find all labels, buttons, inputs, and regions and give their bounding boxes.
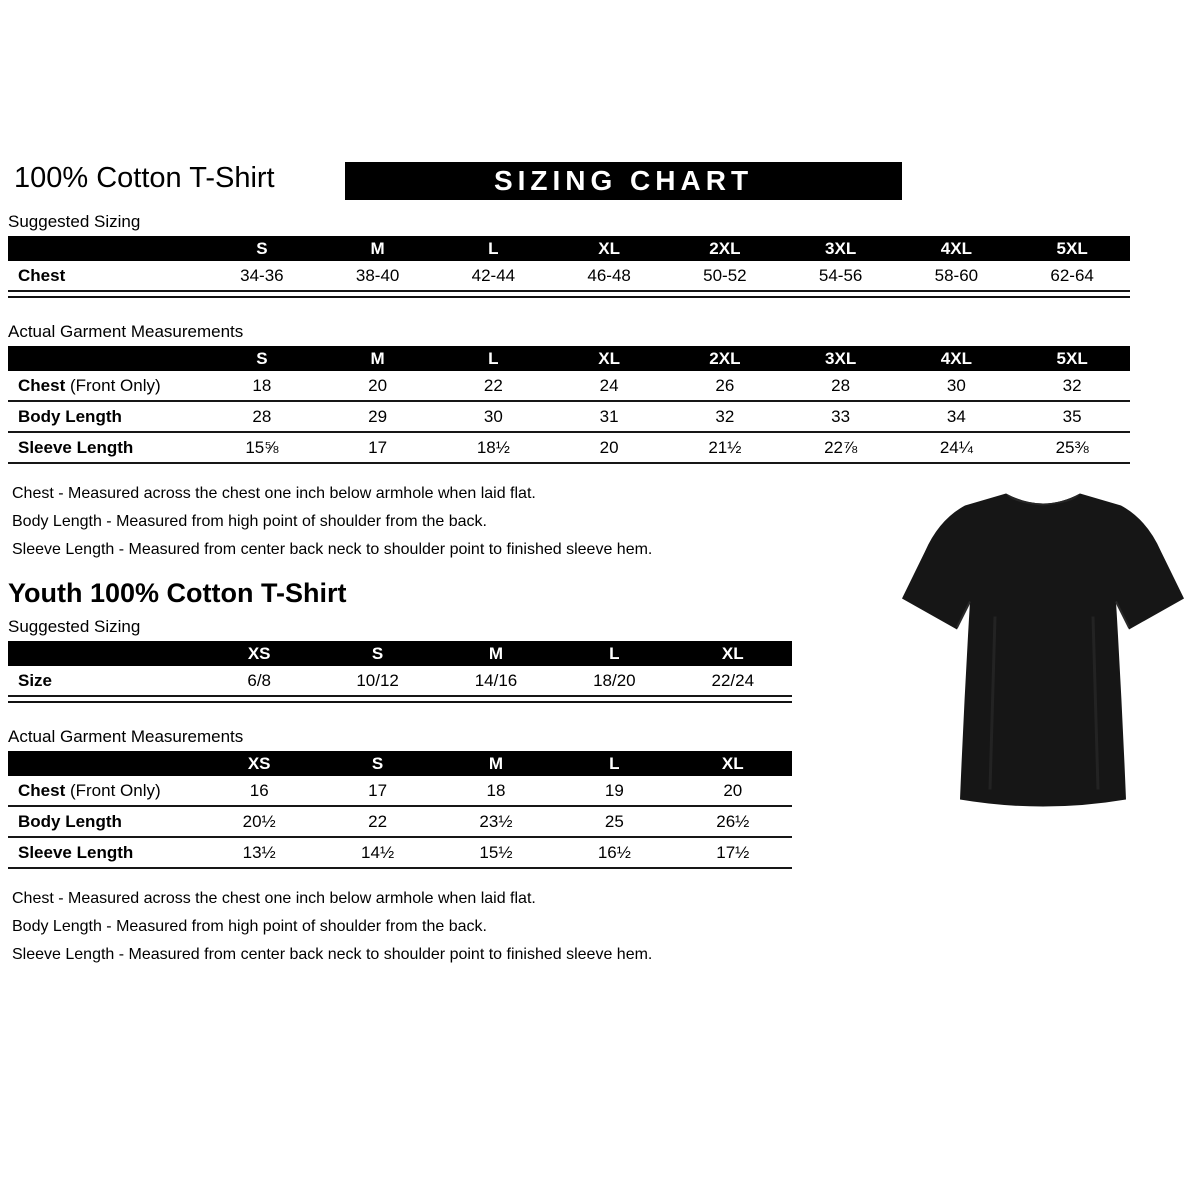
measurement-note: Sleeve Length - Measured from center back neck to shoulder point to finished sleeve hem. — [12, 541, 653, 558]
size-column-header: L — [555, 641, 673, 666]
page-title: 100% Cotton T-Shirt — [14, 162, 275, 194]
size-column-header: 3XL — [783, 236, 899, 261]
measurement-row — [8, 806, 792, 837]
row-label: Size — [18, 670, 53, 690]
adult-suggested-sizing-label: Suggested Sizing — [8, 212, 141, 231]
adult-garment-measurements-table — [8, 346, 1130, 464]
measurement-value: 58-60 — [934, 265, 979, 285]
measurement-value: 28 — [831, 375, 851, 395]
size-column-header: M — [437, 641, 555, 666]
measurement-value: 22 — [483, 375, 503, 395]
measurement-value: 50-52 — [703, 265, 747, 285]
measurement-value: 31 — [599, 406, 619, 426]
measurement-note: Body Length - Measured from high point of shoulder from the back. — [12, 918, 487, 935]
header-row — [12, 160, 1200, 204]
measurement-value: 20 — [368, 375, 388, 395]
row-label: Sleeve Length — [18, 437, 134, 457]
measurement-row — [8, 432, 1130, 463]
row-label: Sleeve Length — [18, 842, 134, 862]
measurement-value: 17 — [368, 780, 388, 800]
size-column-header: 4XL — [899, 346, 1015, 371]
measurement-value: 22/24 — [711, 670, 755, 690]
measurement-value: 25⅜ — [1055, 437, 1089, 457]
measurement-value: 21½ — [708, 437, 742, 457]
size-column-header: M — [320, 346, 436, 371]
measurement-value: 13½ — [242, 842, 276, 862]
measurement-value: 22⅞ — [824, 437, 858, 457]
measurement-value: 34 — [946, 406, 966, 426]
table-header-row — [8, 346, 1130, 371]
size-column-header: 4XL — [899, 236, 1015, 261]
size-column-header: 5XL — [1014, 346, 1130, 371]
size-column-header: XS — [200, 641, 318, 666]
measurement-value: 54-56 — [818, 265, 863, 285]
size-column-header: S — [318, 751, 436, 776]
measurement-value: 26½ — [716, 811, 750, 831]
row-label: Body Length — [18, 406, 122, 426]
measurement-value: 24¼ — [939, 437, 973, 457]
measurement-value: 22 — [368, 811, 388, 831]
youth-garment-measurements-label: Actual Garment Measurements — [8, 727, 244, 746]
table-header-row — [8, 641, 792, 666]
size-column-header: L — [436, 236, 552, 261]
measurement-value: 24 — [599, 375, 619, 395]
measurement-row — [8, 261, 1130, 291]
measurement-row — [8, 401, 1130, 432]
measurement-value: 25 — [604, 811, 624, 831]
measurement-value: 17½ — [716, 842, 750, 862]
youth-section-title: Youth 100% Cotton T-Shirt — [8, 578, 347, 608]
size-column-header: M — [320, 236, 436, 261]
size-column-header: M — [437, 751, 555, 776]
row-label: Chest — [18, 265, 66, 285]
row-label: Chest (Front Only) — [18, 780, 161, 800]
measurement-value: 18 — [252, 375, 272, 395]
header-spacer — [8, 641, 200, 666]
size-column-header: 5XL — [1014, 236, 1130, 261]
table-header-row — [8, 236, 1130, 261]
size-column-header: XL — [674, 751, 792, 776]
sizing-chart-banner: SIZING CHART — [345, 162, 902, 200]
measurement-value: 20 — [599, 437, 619, 457]
header-spacer — [8, 751, 200, 776]
measurement-value: 30 — [483, 406, 503, 426]
size-column-header: XS — [200, 751, 318, 776]
size-table — [8, 236, 1130, 292]
measurement-value: 17 — [368, 437, 388, 457]
size-table — [8, 346, 1130, 464]
measurement-note: Chest - Measured across the chest one inch below armhole when laid flat. — [12, 485, 536, 502]
measurement-value: 18½ — [476, 437, 510, 457]
measurement-value: 15½ — [479, 842, 513, 862]
measurement-value: 35 — [1062, 406, 1082, 426]
measurement-value: 30 — [946, 375, 966, 395]
measurement-note: Chest - Measured across the chest one inch below armhole when laid flat. — [12, 890, 536, 907]
measurement-value: 20 — [723, 780, 743, 800]
size-column-header: L — [555, 751, 673, 776]
measurement-value: 18/20 — [593, 670, 636, 690]
size-column-header: 2XL — [667, 236, 783, 261]
tshirt-body-shape — [902, 494, 1184, 807]
measurement-value: 32 — [1062, 375, 1082, 395]
measurement-note: Body Length - Measured from high point of shoulder from the back. — [12, 513, 487, 530]
adult-suggested-sizing-table — [8, 236, 1130, 298]
measurement-row — [8, 776, 792, 806]
measurement-value: 62-64 — [1050, 265, 1094, 285]
measurement-value: 16½ — [597, 842, 631, 862]
size-column-header: XL — [551, 346, 667, 371]
measurement-value: 34-36 — [240, 265, 284, 285]
measurement-note: Sleeve Length - Measured from center back neck to shoulder point to finished sleeve hem. — [12, 946, 653, 963]
measurement-value: 42-44 — [471, 265, 516, 285]
measurement-value: 14/16 — [474, 670, 518, 690]
size-column-header: XL — [674, 641, 792, 666]
youth-suggested-sizing-label: Suggested Sizing — [8, 617, 141, 636]
size-column-header: XL — [551, 236, 667, 261]
size-table — [8, 641, 792, 697]
header-spacer — [8, 236, 204, 261]
measurement-row — [8, 837, 792, 868]
row-label: Body Length — [18, 811, 122, 831]
size-column-header: S — [204, 236, 320, 261]
size-column-header: L — [436, 346, 552, 371]
measurement-value: 23½ — [479, 811, 513, 831]
measurement-value: 29 — [368, 406, 388, 426]
measurement-value: 15⅝ — [245, 437, 279, 457]
measurement-value: 14½ — [361, 842, 395, 862]
table-header-row — [8, 751, 792, 776]
measurement-value: 46-48 — [587, 265, 631, 285]
measurement-row — [8, 666, 792, 696]
measurement-value: 16 — [249, 780, 269, 800]
row-label: Chest (Front Only) — [18, 375, 161, 395]
measurement-row — [8, 371, 1130, 401]
youth-measurement-notes — [12, 885, 1200, 969]
measurement-value: 20½ — [242, 811, 276, 831]
youth-garment-measurements-table — [8, 751, 792, 869]
header-spacer — [8, 346, 204, 371]
size-column-header: 2XL — [667, 346, 783, 371]
size-column-header: S — [204, 346, 320, 371]
measurement-value: 6/8 — [247, 670, 272, 690]
measurement-value: 18 — [486, 780, 506, 800]
measurement-value: 28 — [252, 406, 272, 426]
adult-garment-measurements-label: Actual Garment Measurements — [8, 322, 244, 341]
youth-suggested-sizing-table — [8, 641, 792, 703]
black-tshirt-image — [893, 470, 1193, 818]
measurement-value: 26 — [715, 375, 735, 395]
measurement-value: 32 — [715, 406, 735, 426]
measurement-value: 19 — [604, 780, 624, 800]
size-column-header: S — [318, 641, 436, 666]
size-table — [8, 751, 792, 869]
measurement-value: 10/12 — [356, 670, 399, 690]
measurement-value: 33 — [831, 406, 851, 426]
measurement-value: 38-40 — [355, 265, 400, 285]
size-column-header: 3XL — [783, 346, 899, 371]
